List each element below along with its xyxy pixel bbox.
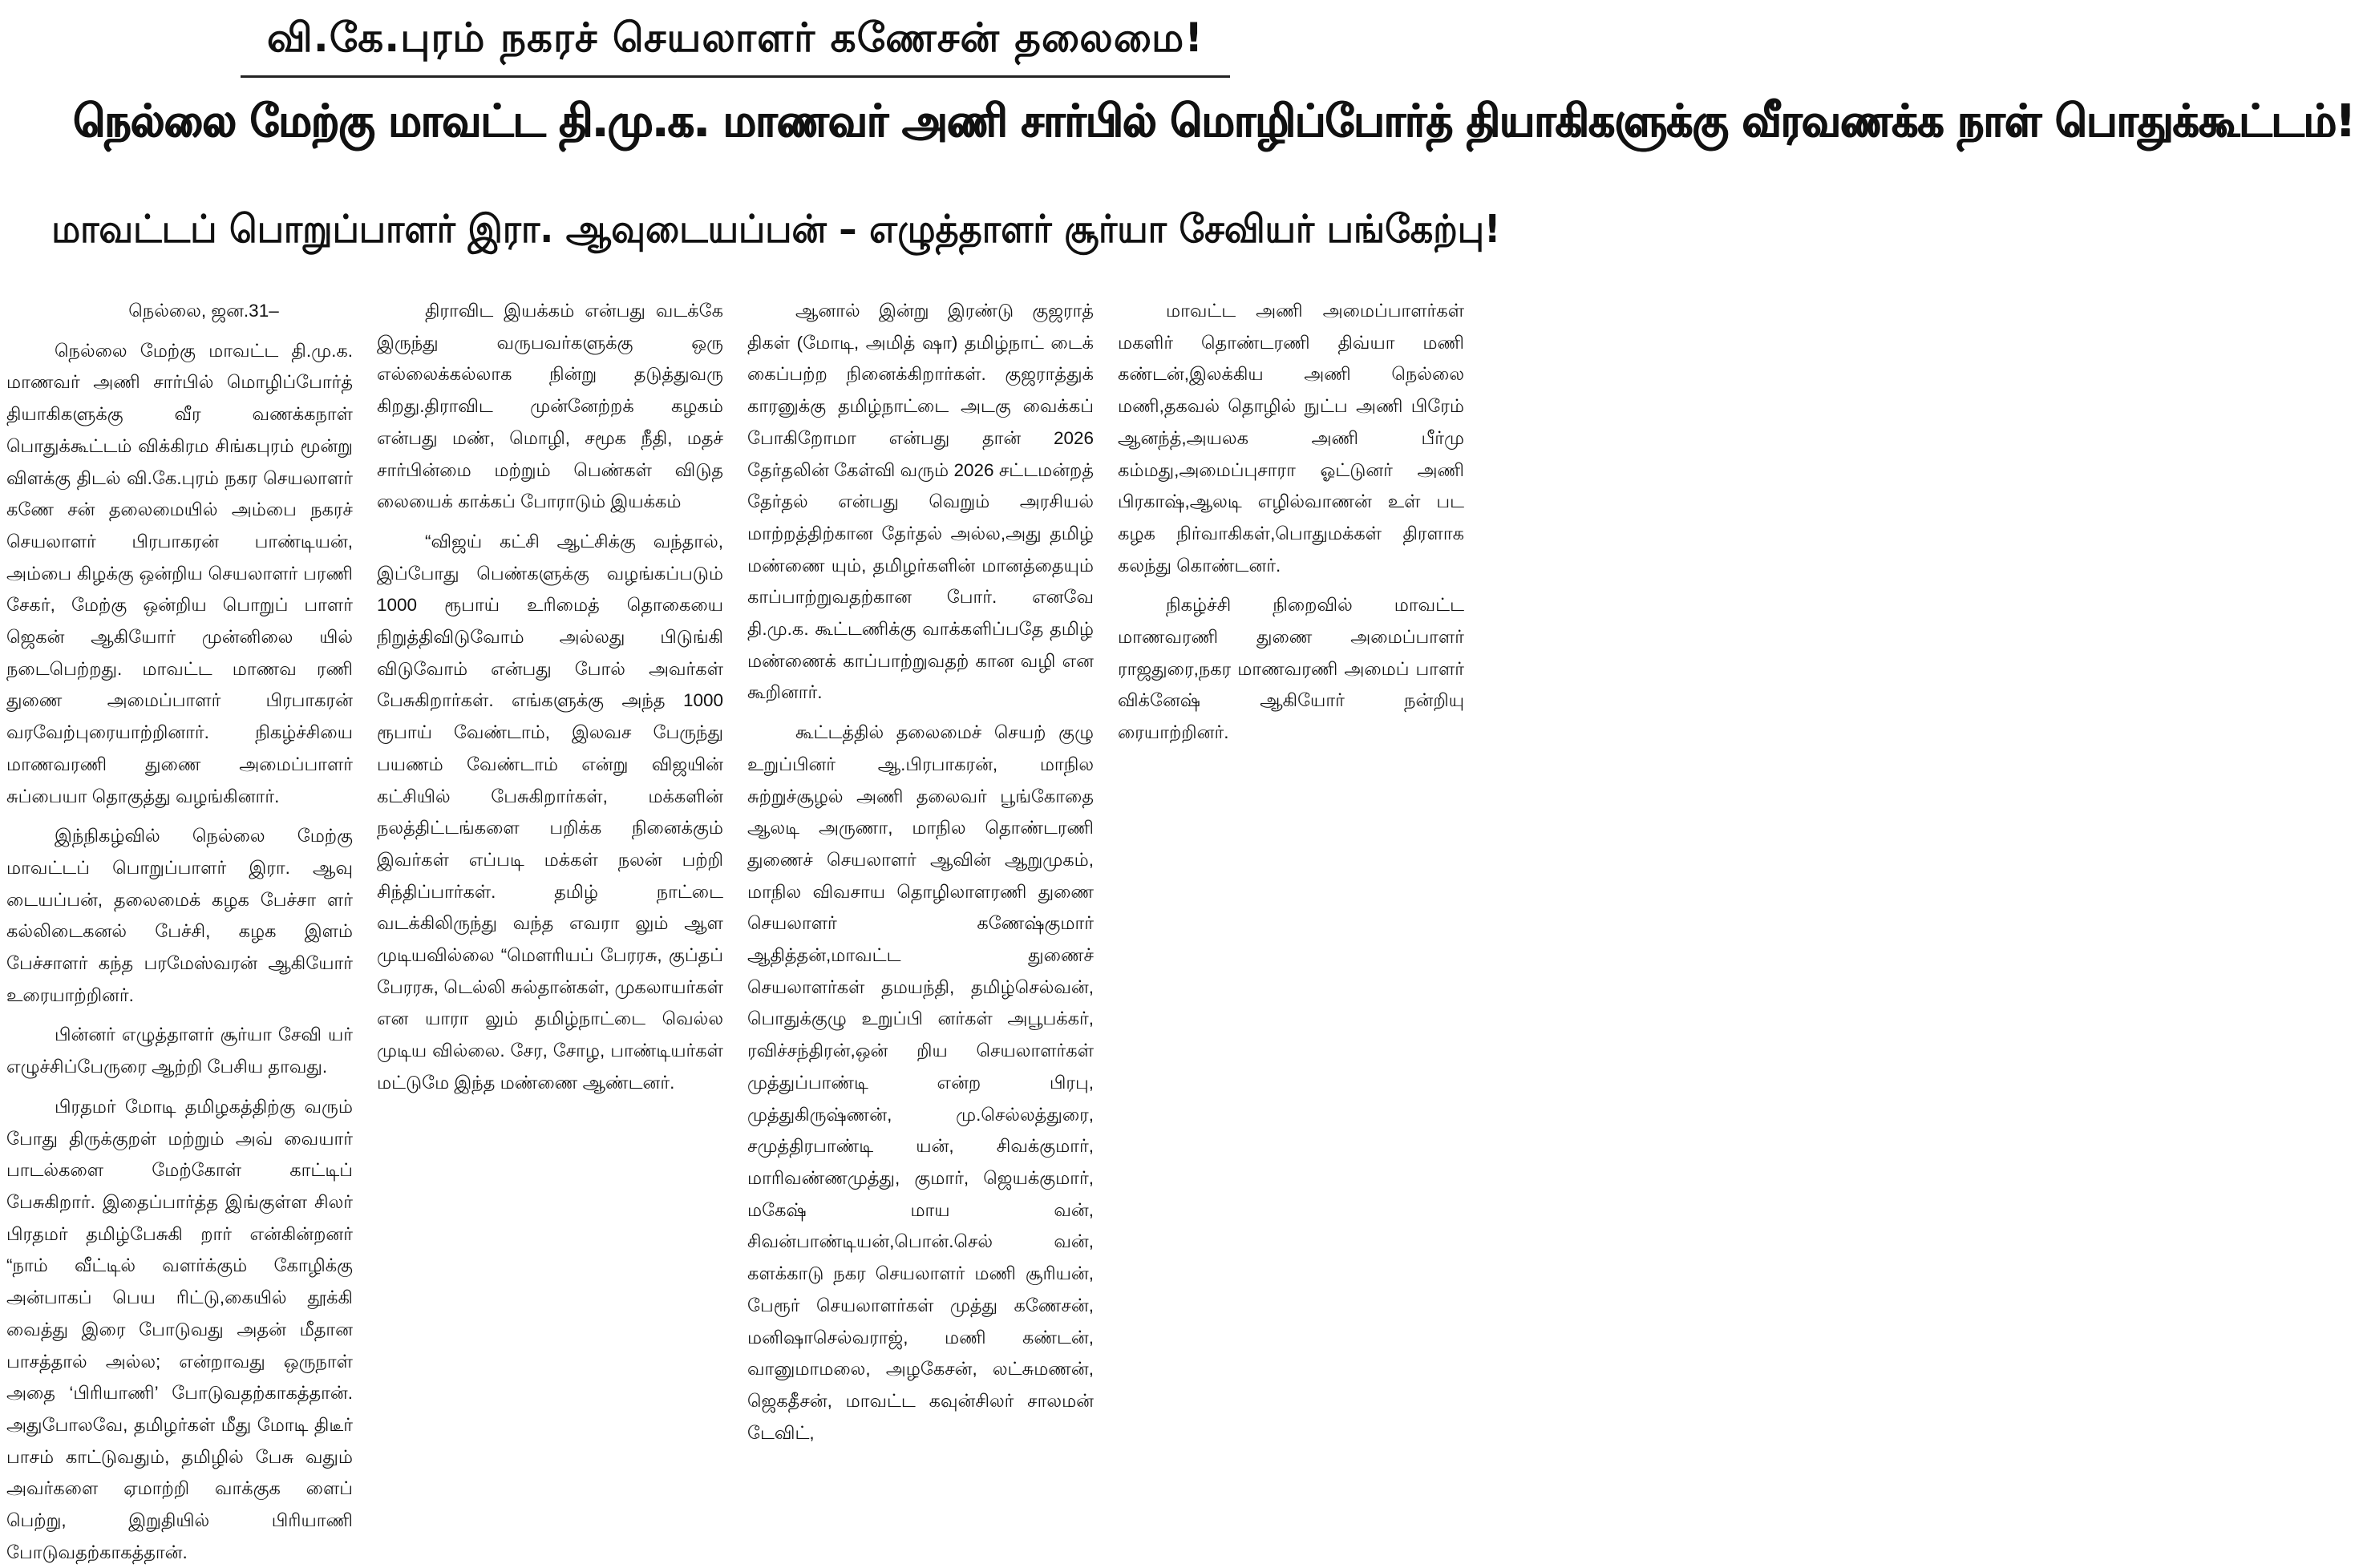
paragraph-10: நிகழ்ச்சி நிறைவில் மாவட்ட மாணவரணி துணை அமைப்பாளர் ராஜதுரை,நகர மாணவரணி அமைப் பாளர் விக்னேஷ் ஆகியோர் நன்றியு ரையாற்றினர். — [1118, 595, 1464, 743]
article-columns — [6, 295, 1464, 1562]
kicker-headline: வி.கே.புரம் நகரச் செயலாளர் கணேசன் தலைமை! — [266, 14, 1204, 61]
paragraph-1: நெல்லை மேற்கு மாவட்ட தி.மு.க. மாணவர் அணி சார்பில் மொழிப்போர்த் தியாகிகளுக்கு வீர வணக்கநாள் பொதுக்கூட்டம் விக்கிரம சிங்கபுரம் மூன்று விளக்கு திடல் வி.கே.புரம் நகர செயலாளர் கணே சன் தலைமையில் அம்பை நகரச் செயலாளர் பிரபாகரன் பாண்டியன், அம்பை கிழக்கு ஒன்றிய செயலாளர் பரணி சேகர், மேற்கு ஒன்றிய பொறுப் பாளர் ஜெகன் ஆகியோர் முன்னிலை யில் நடைபெற்றது. மாவட்ட மாணவ ரணி துணை அமைப்பாளர் பிரபாகரன் வரவேற்புரையாற்றினார். நிகழ்ச்சியை மாணவரணி துணை அமைப்பாளர் சுப்பையா தொகுத்து வழங்கினார். — [6, 340, 353, 806]
headline-rule — [241, 75, 1230, 78]
column-3 — [747, 295, 1094, 1443]
paragraph-4: பிரதமர் மோடி தமிழகத்திற்கு வரும் போது திருக்குறள் மற்றும் அவ் வையார் பாடல்களை மேற்கோள் காட்டிப் பேசுகிறார். இதைப்பார்த்த இங்குள்ள சிலர் பிரதமர் தமிழ்பேசுகி றார் என்கின்றனர் “நாம் வீட்டில் வளர்க்கும் கோழிக்கு அன்பாகப் பெய ரிட்டு,கையில் தூக்கி வைத்து இரை போடுவது அதன் மீதான பாசத்தால் அல்ல; என்றாவது ஒருநாள் அதை ‘பிரியாணி’ போடுவதற்காகத்தான். அதுபோலவே, தமிழர்கள் மீது மோடி திடீர் பாசம் காட்டுவதும், தமிழில் பேசு வதும் அவர்களை ஏமாற்றி வாக்குக ளைப் பெற்று, இறுதியில் பிரியாணி போடுவதற்காகத்தான். — [6, 1096, 353, 1562]
sub-headline: மாவட்டப் பொறுப்பாளர் இரா. ஆவுடையப்பன் – எழுத்தாளர் சூர்யா சேவியர் பங்கேற்பு! — [51, 207, 1501, 252]
column-4 — [1118, 295, 1464, 1294]
paragraph-3: பின்னர் எழுத்தாளர் சூர்யா சேவி யர் எழுச்சிப்பேருரை ஆற்றி பேசிய தாவது. — [6, 1024, 353, 1077]
column-2 — [377, 295, 723, 1294]
paragraph-2: இந்நிகழ்வில் நெல்லை மேற்கு மாவட்டப் பொறுப்பாளர் இரா. ஆவு டையப்பன், தலைமைக் கழக பேச்சா ளர் கல்லிடைகனல் பேச்சி, கழக இளம் பேச்சாளர் கந்த பரமேஸ்வரன் ஆகியோர் உரையாற்றினர். — [6, 826, 353, 1005]
paragraph-6: “விஜய் கட்சி ஆட்சிக்கு வந்தால், இப்போது பெண்களுக்கு வழங்கப்படும் 1000 ரூபாய் உரிமைத் தொகையை நிறுத்திவிடுவோம் அல்லது பிடுங்கி விடுவோம் என்பது போல் அவர்கள் பேசுகிறார்கள். எங்களுக்கு அந்த 1000 ரூபாய் வேண்டாம், இலவச பேருந்து பயணம் வேண்டாம் என்று விஜயின் கட்சியில் பேசுகிறார்கள், மக்களின் நலத்திட்டங்களை பறிக்க நினைக்கும் இவர்கள் எப்படி மக்கள் நலன் பற்றி சிந்திப்பார்கள். தமிழ் நாட்டை வடக்கிலிருந்து வந்த எவரா லும் ஆள முடியவில்லை “மௌரியப் பேரரசு, குப்தப் பேரரசு, டெல்லி சுல்தான்கள், முகலாயர்கள் என யாரா லும் தமிழ்நாட்டை வெல்ல முடிய வில்லை. சேர, சோழ, பாண்டியர்கள் மட்டுமே இந்த மண்ணை ஆண்டனர். — [377, 531, 723, 1093]
main-headline: நெல்லை மேற்கு மாவட்ட தி.மு.க. மாணவர் அணி சார்பில் மொழிப்போர்த் தியாகிகளுக்கு வீரவணக்க நாள் பொதுக்கூட்டம்! — [73, 95, 2355, 148]
column-1 — [6, 295, 353, 1562]
dateline: நெல்லை, ஜன.31– — [128, 301, 279, 321]
paragraph-5: திராவிட இயக்கம் என்பது வடக்கே இருந்து வருபவர்களுக்கு ஒரு எல்லைக்கல்லாக நின்று தடுத்துவரு கிறது.திராவிட முன்னேற்றக் கழகம் என்பது மண், மொழி, சமூக நீதி, மதச் சார்பின்மை மற்றும் பெண்கள் விடுத லையைக் காக்கப் போராடும் இயக்கம் — [377, 301, 723, 512]
paragraph-7: ஆனால் இன்று இரண்டு குஜராத் திகள் (மோடி, அமித் ஷா) தமிழ்நாட் டைக் கைப்பற்ற நினைக்கிறார்கள். குஜராத்துக் காரனுக்கு தமிழ்நாட்டை அடகு வைக்கப் போகிறோமா என்பது தான் 2026 தேர்தலின் கேள்வி வரும் 2026 சட்டமன்றத் தேர்தல் என்பது வெறும் அரசியல் மாற்றத்திற்கான தேர்தல் அல்ல,அது தமிழ் மண்ணை யும், தமிழர்களின் மானத்தையும் காப்பாற்றுவதற்கான போர். எனவே தி.மு.க. கூட்டணிக்கு வாக்களிப்பதே தமிழ் மண்ணைக் காப்பாற்றுவதற் கான வழி என கூறினார். — [747, 301, 1094, 703]
paragraph-8: கூட்டத்தில் தலைமைச் செயற் குழு உறுப்பினர் ஆ.பிரபாகரன், மாநில சுற்றுச்சூழல் அணி தலைவர் பூங்கோதை ஆலடி அருணா, மாநில தொண்டரணி துணைச் செயலாளர் ஆவின் ஆறுமுகம், மாநில விவசாய தொழிலாளரணி துணை செயலாளர் கணேஷ்குமார் ஆதித்தன்,மாவட்ட துணைச் செயலாளர்கள் தமயந்தி, தமிழ்செல்வன், பொதுக்குழு உறுப்பி னர்கள் அபூபக்கர், ரவிச்சந்திரன்,ஒன் றிய செயலாளர்கள் முத்துப்பாண்டி என்ற பிரபு, முத்துகிருஷ்ணன், மு.செல்லத்துரை, சமுத்திரபாண்டி யன், சிவக்குமார், மாரிவண்ணமுத்து, குமார், ஜெயக்குமார், மகேஷ் மாய வன், சிவன்பாண்டியன்,பொன்.செல் வன், களக்காடு நகர செயலாளர் மணி சூரியன், பேரூர் செயலாளர்கள் முத்து கணேசன், மனிஷாசெல்வராஜ், மணி கண்டன், வானுமாமலை, அழகேசன், லட்சுமணன், ஜெகதீசன், மாவட்ட கவுன்சிலர் சாலமன் டேவிட், — [747, 722, 1094, 1443]
paragraph-9: மாவட்ட அணி அமைப்பாளர்கள் மகளிர் தொண்டரணி திவ்யா மணி கண்டன்,இலக்கிய அணி நெல்லை மணி,தகவல் தொழில் நுட்ப அணி பிரேம் ஆனந்த்,அயலக அணி பீர்மு கம்மது,அமைப்புசாரா ஓட்டுனர் அணி பிரகாஷ்,ஆலடி எழில்வாணன் உள் பட கழக நிர்வாகிகள்,பொதுமக்கள் திரளாக கலந்து கொண்டனர். — [1118, 301, 1464, 576]
